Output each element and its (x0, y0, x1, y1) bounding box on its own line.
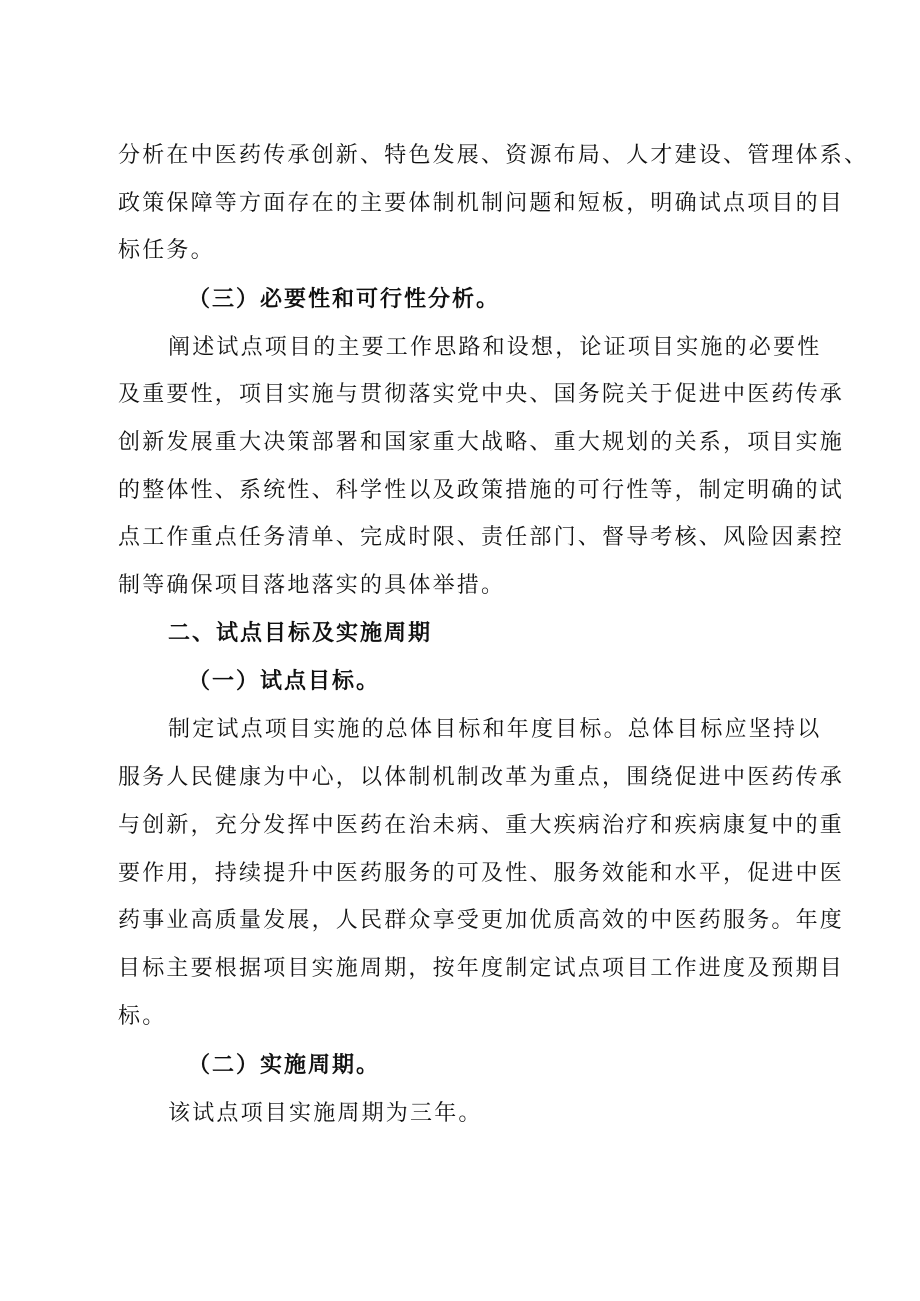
chapter-heading: 二、试点目标及实施周期 (168, 621, 433, 646)
paragraph-line: 标。 (118, 1004, 167, 1029)
paragraph-line: 创新发展重大决策部署和国家重大战略、重大规划的关系，项目实施 (118, 430, 845, 455)
paragraph-line: 药事业高质量发展，人民群众享受更加优质高效的中医药服务。年度 (118, 908, 845, 933)
paragraph-line: 标任务。 (118, 238, 215, 263)
paragraph-line: 制等确保项目落地落实的具体举措。 (118, 573, 506, 598)
paragraph-line: 制定试点项目实施的总体目标和年度目标。总体目标应坚持以 (168, 717, 822, 742)
paragraph-line: 该试点项目实施周期为三年。 (168, 1101, 483, 1126)
section-heading: （一）试点目标。 (188, 669, 381, 694)
paragraph-line: 的整体性、系统性、科学性以及政策措施的可行性等，制定明确的试 (118, 478, 845, 503)
paragraph-line: 要作用，持续提升中医药服务的可及性、服务效能和水平，促进中医 (118, 861, 845, 886)
paragraph-line: 目标主要根据项目实施周期，按年度制定试点项目工作进度及预期目 (118, 956, 845, 981)
paragraph-line: 阐述试点项目的主要工作思路和设想，论证项目实施的必要性 (168, 335, 822, 360)
paragraph-line: 点工作重点任务清单、完成时限、责任部门、督导考核、风险因素控 (118, 525, 845, 550)
paragraph-line: 分析在中医药传承创新、特色发展、资源布局、人才建设、管理体系、 (118, 143, 869, 168)
paragraph-line: 及重要性，项目实施与贯彻落实党中央、国务院关于促进中医药传承 (118, 382, 845, 407)
section-heading: （三）必要性和可行性分析。 (188, 287, 501, 312)
paragraph-line: 与创新，充分发挥中医药在治未病、重大疾病治疗和疾病康复中的重 (118, 813, 845, 838)
paragraph-line: 政策保障等方面存在的主要体制机制问题和短板，明确试点项目的目 (118, 191, 845, 216)
paragraph-line: 服务人民健康为中心，以体制机制改革为重点，围绕促进中医药传承 (118, 765, 845, 790)
section-heading: （二）实施周期。 (188, 1053, 381, 1078)
